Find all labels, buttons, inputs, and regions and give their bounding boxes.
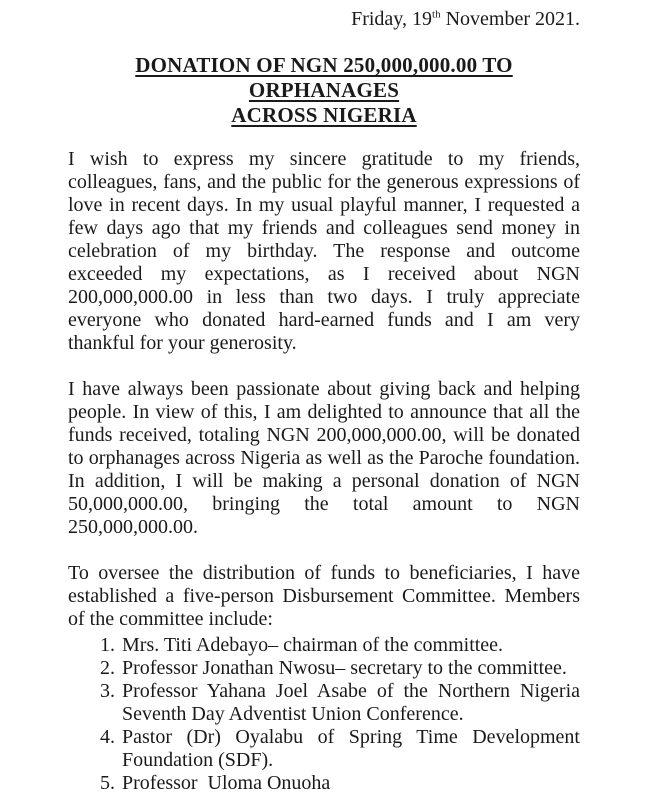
committee-list bbox=[68, 634, 580, 795]
document-title-line2: ACROSS NIGERIA bbox=[231, 103, 417, 127]
date-day-text: Friday, 19 bbox=[351, 8, 433, 30]
list-item-committee-member-5: 5. Professor Uloma Onuoha bbox=[120, 772, 580, 795]
list-item-committee-member-4: 4. Pastor (Dr) Oyalabu of Spring Time Development Foundation (SDF). bbox=[120, 726, 580, 772]
date-rest-text: November 2021. bbox=[440, 8, 580, 30]
document-title-line1: DONATION OF NGN 250,000,000.00 TO ORPHANAGES bbox=[135, 53, 513, 102]
paragraph-committee-intro: To oversee the distribution of funds to beneficiaries, I have established a five-person Disbursement Committee. Members of the committee include: bbox=[68, 562, 580, 630]
list-item-committee-member-1: 1. Mrs. Titi Adebayo– chairman of the committee. bbox=[120, 634, 580, 657]
date-line bbox=[68, 8, 580, 31]
date-ordinal-superscript: th bbox=[432, 8, 441, 21]
paragraph-donation-announcement: I have always been passionate about giving back and helping people. In view of this, I am delighted to announce that all the funds received, totaling NGN 200,000,000.00, will be donated to orphanages across Nigeria as well as the Paroche foundation. In addition, I will be making a personal donation of NGN 50,000,000.00, bringing the total amount to NGN 250,000,000.00. bbox=[68, 378, 580, 538]
list-item-committee-member-2: 2. Professor Jonathan Nwosu– secretary to the committee. bbox=[120, 657, 580, 680]
document-title bbox=[68, 53, 580, 128]
list-item-committee-member-3: 3. Professor Yahana Joel Asabe of the Northern Nigeria Seventh Day Adventist Union Conference. bbox=[120, 680, 580, 726]
paragraph-gratitude: I wish to express my sincere gratitude to my friends, colleagues, fans, and the public for the generous expressions of love in recent days. In my usual playful manner, I requested a few days ago that my friends and colleagues send money in celebration of my birthday. The response and outcome exceeded my expectations, as I received about NGN 200,000,000.00 in less than two days. I truly appreciate everyone who donated hard-earned funds and I am very thankful for your generosity. bbox=[68, 148, 580, 354]
